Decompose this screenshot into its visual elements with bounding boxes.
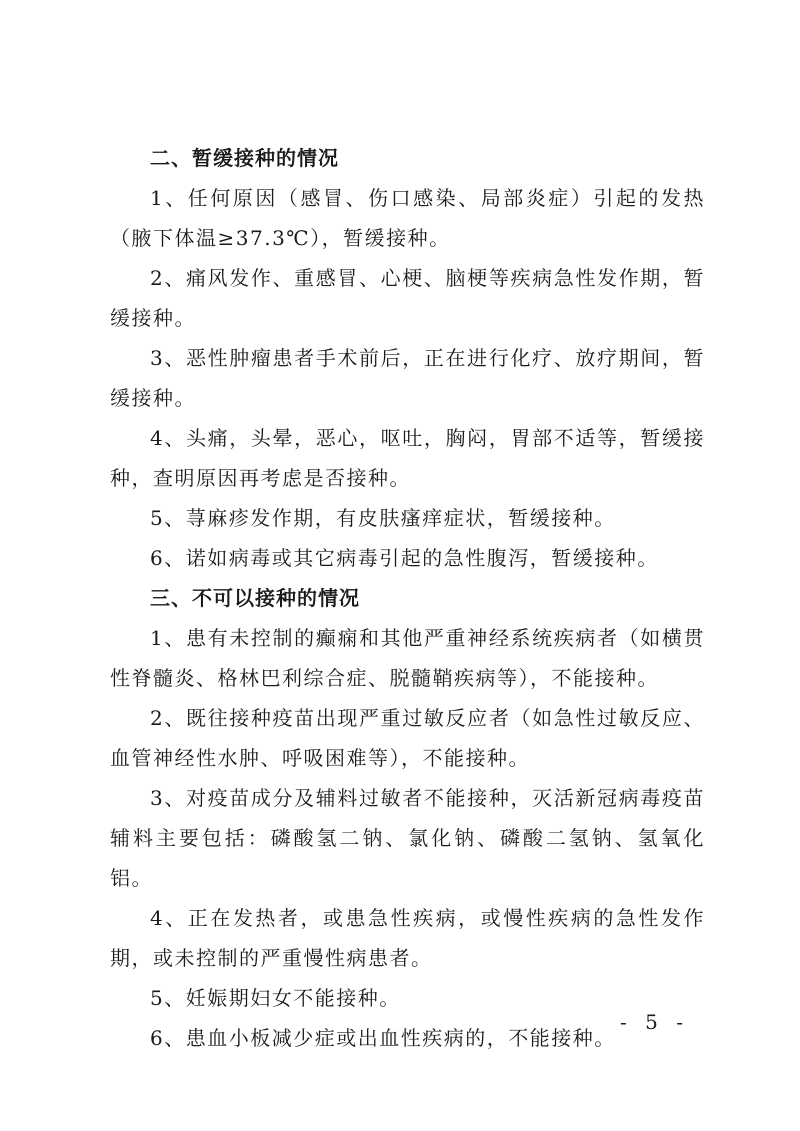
deferral-item-6: 6、诺如病毒或其它病毒引起的急性腹泻，暂缓接种。 xyxy=(150,546,659,570)
contraindication-item-5: 5、妊娠期妇女不能接种。 xyxy=(150,986,401,1010)
page-number: - 5 - xyxy=(620,1010,689,1034)
contraindication-item-2: 2、既往接种疫苗出现严重过敏反应者（如急性过敏反应、血管神经性水肿、呼吸困难等），不能接种。 xyxy=(110,706,705,770)
deferral-item-3: 3、恶性肿瘤患者手术前后，正在进行化疗、放疗期间，暂缓接种。 xyxy=(110,346,705,410)
contraindication-item-4: 4、正在发热者，或患急性疾病，或慢性疾病的急性发作期，或未控制的严重慢性病患者。 xyxy=(110,906,705,970)
deferral-item-1: 1、任何原因（感冒、伤口感染、局部炎症）引起的发热（腋下体温≥37.3℃），暂缓接种。 xyxy=(110,186,705,250)
contraindication-item-6: 6、患血小板减少症或出血性疾病的，不能接种。 xyxy=(150,1026,616,1050)
contraindication-item-3: 3、对疫苗成分及辅料过敏者不能接种，灭活新冠病毒疫苗辅料主要包括：磷酸氢二钠、氯化钠、磷酸二氢钠、氢氧化铝。 xyxy=(110,786,705,890)
contraindication-item-1: 1、患有未控制的癫痫和其他严重神经系统疾病者（如横贯性脊髓炎、格林巴利综合症、脱髓鞘疾病等），不能接种。 xyxy=(110,626,705,690)
section-heading-contraindication: 三、不可以接种的情况 xyxy=(150,586,360,610)
deferral-item-4: 4、头痛，头晕，恶心，呕吐，胸闷，胃部不适等，暂缓接种，查明原因再考虑是否接种。 xyxy=(110,426,705,490)
deferral-item-5: 5、荨麻疹发作期，有皮肤瘙痒症状，暂缓接种。 xyxy=(150,506,616,530)
deferral-item-2: 2、痛风发作、重感冒、心梗、脑梗等疾病急性发作期，暂缓接种。 xyxy=(110,266,705,330)
section-heading-deferral: 二、暂缓接种的情况 xyxy=(150,146,339,170)
document-body xyxy=(110,138,705,1058)
